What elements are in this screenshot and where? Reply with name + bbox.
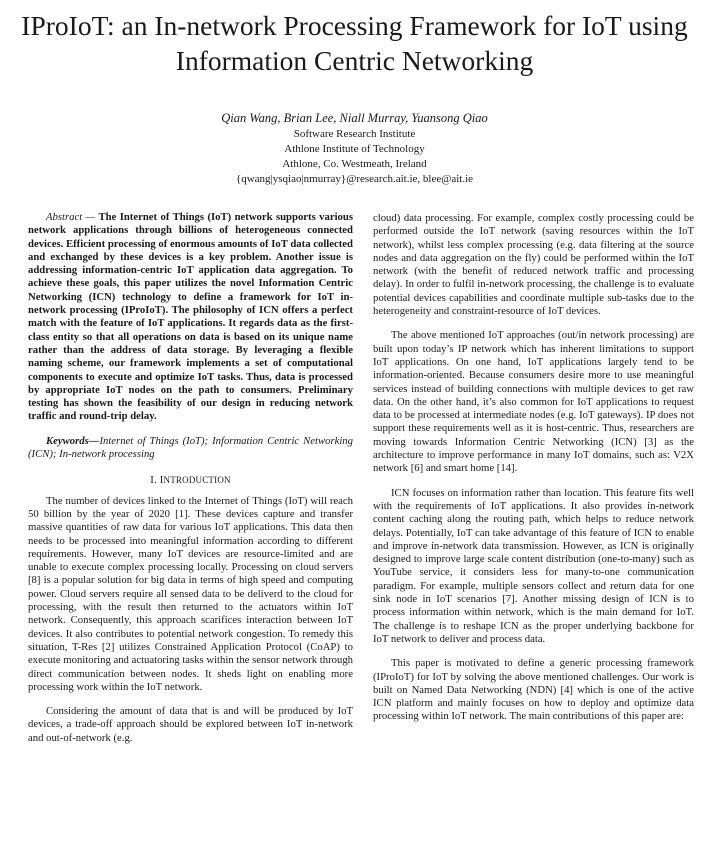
body-paragraph: cloud) data processing. For example, complex costly processing could be performed outside the IoT network (saving resources within the IoT network), whilst less complex processing (e.g. data filtering at the source nodes and data aggregation on the fly) could be performed within the IoT network (with the benefit of reduced network traffic and processing delay). In order to fulfil in-network processing, the challenge is to evaluate potential devices capabilities and coordinate multiple sub-tasks due to the heterogeneity and constraint-resource of IoT devices.	[373, 212, 694, 318]
body-paragraph: Considering the amount of data that is and will be produced by IoT devices, a trade-off approach should be explored between IoT in-network and out-of-network (e.g.	[28, 705, 353, 744]
section-heading-introduction	[28, 474, 353, 487]
author-emails: {qwang|ysqiao|nmurray}@research.ait.ie, blee@ait.ie	[235, 173, 474, 185]
affiliation-line: Athlone, Co. Westmeath, Ireland	[282, 158, 427, 170]
section-number: I.	[150, 474, 157, 487]
abstract-text: The Internet of Things (IoT) network supports various network applications through billions of heterogeneous connected devices. Efficient processing of enormous amounts of IoT data collected and exchanged by these devices is a key problem. Another issue is addressing information-centric IoT application data aggregation. To achieve these goals, this paper utilizes the novel Information Centric Networking (ICN) technology to define a framework for IoT in-network processing (IProIoT). The philosophy of ICN offers a perfect match with the feature of IoT applications. It regards data as the first-class entity so that all operations on data is based on its unique name rather than the address of data storage. By leveraging a flexible naming scheme, our framework implements a set of computational components to execute and optimize IoT tasks. Thus, data is processed by appropriate IoT nodes on the path to consumers. Preliminary testing has shown the feasibility of our design in reducing network traffic and round-trip delay.	[28, 211, 353, 423]
abstract	[28, 211, 353, 424]
author-list: Qian Wang, Brian Lee, Niall Murray, Yuansong Qiao	[221, 111, 488, 125]
keywords-label: Keywords—	[46, 434, 100, 447]
body-paragraph: The above mentioned IoT approaches (out/in network processing) are built upon today’s IP network which has inherent limitations to support IoT applications. On one hand, IoT applications largely tend to be information-oriented. Because consumers desire more to use meaningful services instead of building connections with multiple devices to get raw data. On the other hand, it’s also common for IoT applications to request data to be processed at intermediate nodes (e.g. IoT gateways). IP does not support these requirements well as it is host-centric. Thus, researchers are moving towards Information Centric Networking (ICN) [3] as the architecture to improve performance in many IoT domains, such as: V2X network [6] and smart home [14].	[373, 329, 694, 475]
left-column	[28, 211, 353, 756]
affiliation-line: Software Research Institute	[293, 128, 416, 140]
affiliation-line: Athlone Institute of Technology	[284, 143, 425, 155]
keywords	[28, 435, 353, 462]
body-paragraph: The number of devices linked to the Internet of Things (IoT) will reach 50 billion by the year of 2020 [1]. These devices capture and transfer massive quantities of raw data for various IoT applications. This data then needs to be processed into meaningful information according to different requirements. However, many IoT devices are resource-limited and are unable to execute complex processing locally. Processing on cloud servers [8] is a popular solution for big data in terms of high speed and computing power. Cloud servers require all sensed data to be deliverd to the cloud for processing, with the result then returned to the actuators within IoT network. Consequently, this approach scarifices interaction between IoT devices. It also contributes to potential network congestion. To remedy this situation, T-Res [2] utilizes Constrained Application Protocol (CoAP) to execute monitoring and actuatoring tasks within the sensor network through direct communication between nodes. It sheds light on enabling more processing work within the IoT network.	[28, 494, 354, 693]
body-paragraph: ICN focuses on information rather than location. This feature fits well with the requirements of IoT applications. It also provides in-network content caching along the routing path, which helps to reduce network delays. Potentially, IoT can take advantage of this feature of ICN to enable and improve in-network data transmission. However, as ICN is originally designed to improve large scale content distribution (one-to-many) such as YouTube service, it considers less for many-to-one communication paradigm. For example, multiple sensors collect and return data for one sink node in IoT scenarios [7]. Another missing design of ICN is to process information within network, which is the main demand for IoT. The challenge is to reshape ICN as the proper underlying backbone for IoT network to deliver and process data.	[373, 486, 694, 645]
affiliation-block	[0, 127, 709, 187]
section-title-rest: NTRODUCTION	[163, 475, 231, 486]
paper-title: IProIoT: an In-network Processing Framework for IoT using Information Centric Networking	[21, 10, 688, 76]
keywords-text: Internet of Things (IoT); Information Centric Networking (ICN); In-network processing	[28, 434, 353, 461]
body-paragraph: This paper is motivated to define a generic processing framework (IProIoT) for IoT by solving the above mentioned challenges. Our work is built on Named Data Networking (NDN) [4] which is one of the active ICN platform and mainly focuses on how to deploy and optimize data processing within IoT network. The main contributions of this paper are:	[373, 657, 694, 723]
section-title-initial: I	[159, 474, 164, 487]
right-column	[373, 212, 694, 735]
abstract-label: Abstract —	[46, 211, 99, 223]
